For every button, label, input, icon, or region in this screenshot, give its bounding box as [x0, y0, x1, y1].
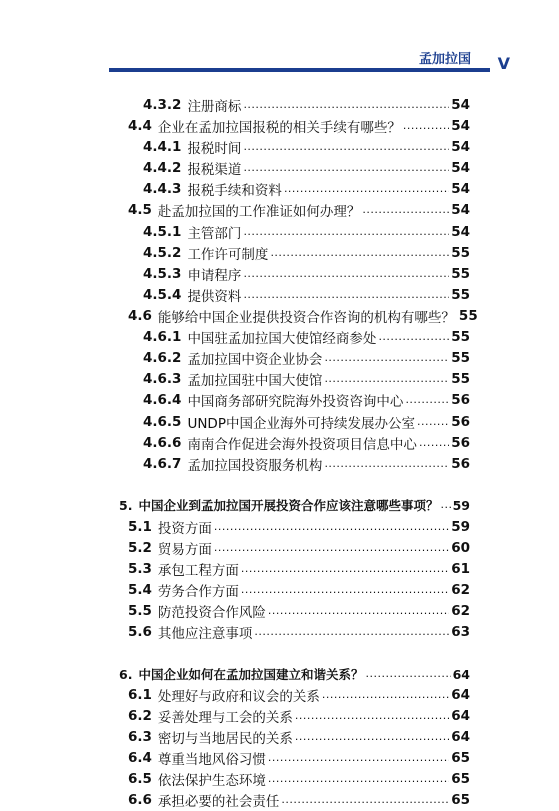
toc-entry-page: 55	[451, 245, 470, 261]
toc-leader-dots	[268, 747, 449, 769]
toc-leader-dots	[254, 621, 449, 643]
toc-entry-title: 投资方面	[157, 521, 212, 537]
toc-entry[interactable]	[143, 178, 470, 200]
toc-entry-number: 4.5.2	[143, 245, 182, 261]
toc-entry-page: 59	[451, 519, 470, 535]
toc-entry-page: 56	[451, 456, 470, 472]
toc-leader-dots	[284, 178, 449, 200]
toc-entry-page: 54	[451, 181, 470, 197]
toc-entry-page: 64	[451, 729, 470, 745]
toc-entry-number: 6.5	[128, 771, 152, 787]
toc-entry-page: 54	[451, 118, 470, 134]
toc-entry[interactable]	[119, 494, 470, 516]
toc-entry-title: 主管部门	[187, 226, 242, 242]
toc-entry[interactable]	[143, 347, 470, 369]
toc-entry-page: 62	[451, 582, 470, 598]
toc-entry[interactable]	[128, 789, 470, 811]
toc-entry-title: 提供资料	[187, 289, 242, 305]
toc-entry-title: 中国商务部研究院海外投资咨询中心	[187, 394, 404, 410]
toc-entry-page: 65	[451, 750, 470, 766]
toc-entry-page: 65	[451, 792, 470, 808]
toc-entry-page: 63	[451, 624, 470, 640]
toc-leader-dots	[268, 768, 449, 790]
toc-leader-dots	[324, 453, 449, 475]
toc-entry-number: 4.5.1	[143, 224, 182, 240]
toc-leader-dots	[322, 684, 449, 706]
toc-entry[interactable]	[143, 453, 470, 475]
toc-entry-page: 55	[458, 308, 478, 324]
toc-entry-number: 4.4.1	[143, 139, 182, 155]
toc-entry-title: 贸易方面	[157, 542, 212, 558]
toc-entry-number: 4.5	[128, 202, 152, 218]
toc-entry[interactable]	[128, 115, 470, 137]
toc-entry-page: 65	[451, 771, 470, 787]
toc-leader-dots	[417, 411, 449, 433]
toc-entry-number: 4.5.4	[143, 287, 182, 303]
toc-entry[interactable]	[128, 558, 470, 580]
toc-entry-page: 56	[451, 392, 470, 408]
toc-entry-number: 4.6.1	[143, 329, 182, 345]
toc-entry-number: 6.6	[128, 792, 152, 808]
toc-entry-title: 劳务合作方面	[157, 584, 239, 600]
toc-entry-page: 61	[451, 561, 470, 577]
toc-leader-dots	[214, 516, 449, 538]
toc-entry-number: 5.4	[128, 582, 152, 598]
toc-entry-title: 妥善处理与工会的关系	[157, 710, 293, 726]
toc-entry-page: 54	[451, 97, 470, 113]
toc-entry-number: 4.4	[128, 118, 152, 134]
toc-entry-title: 报税时间	[187, 141, 242, 157]
toc-entry[interactable]	[143, 326, 470, 348]
toc-entry-title: 孟加拉国驻中国大使馆	[187, 373, 323, 389]
toc-entry-title: 赴孟加拉国的工作准证如何办理？	[157, 204, 361, 220]
toc-entry[interactable]	[128, 579, 470, 601]
toc-leader-dots	[243, 221, 449, 243]
toc-entry-title: 防范投资合作风险	[157, 605, 266, 621]
toc-entry-title: 密切与当地居民的关系	[157, 731, 293, 747]
toc-leader-dots	[243, 263, 449, 285]
toc-entry-number: 6.4	[128, 750, 152, 766]
toc-entry-number: 4.6.5	[143, 414, 182, 430]
toc-leader-dots	[241, 579, 449, 601]
toc-entry-number: 4.4.2	[143, 160, 182, 176]
toc-entry[interactable]	[143, 389, 470, 411]
toc-entry[interactable]	[128, 600, 470, 622]
toc-entry[interactable]	[128, 305, 478, 327]
toc-entry-title: UNDP中国企业海外可持续发展办公室	[187, 416, 415, 432]
toc-leader-dots	[403, 115, 449, 137]
toc-entry-title: 中国企业如何在孟加拉国建立和谐关系？	[138, 667, 364, 682]
toc-entry-number: 4.6.6	[143, 435, 182, 451]
toc-entry-title: 尊重当地风俗习惯	[157, 752, 266, 768]
toc-leader-dots	[243, 136, 449, 158]
toc-leader-dots	[324, 368, 449, 390]
header-title: 孟加拉国	[418, 52, 471, 67]
toc-entry-number: 5.1	[128, 519, 152, 535]
toc-entry[interactable]	[128, 747, 470, 769]
toc-entry[interactable]	[128, 705, 470, 727]
toc-leader-dots	[405, 389, 449, 411]
toc-leader-dots	[362, 199, 449, 221]
toc-leader-dots	[270, 242, 449, 264]
toc-entry[interactable]	[128, 621, 470, 643]
toc-entry-title: 报税手续和资料	[187, 183, 282, 199]
toc-entry[interactable]	[143, 368, 470, 390]
toc-entry-number: 4.6	[128, 308, 152, 324]
toc-entry-title: 注册商标	[187, 99, 242, 115]
toc-entry-page: 56	[451, 414, 470, 430]
toc-leader-dots	[365, 663, 450, 685]
toc-leader-dots	[243, 157, 449, 179]
toc-leader-dots	[243, 284, 449, 306]
toc-entry-page: 64	[451, 708, 470, 724]
toc-leader-dots	[241, 558, 449, 580]
toc-entry-number: 4.4.3	[143, 181, 182, 197]
toc-entry-number: 4.6.3	[143, 371, 182, 387]
toc-entry-page: 54	[451, 224, 470, 240]
toc-entry[interactable]	[143, 284, 470, 306]
toc-entry-number: 4.5.3	[143, 266, 182, 282]
toc-entry-title: 孟加拉国投资服务机构	[187, 458, 323, 474]
toc-entry-page: 60	[451, 540, 470, 556]
toc-entry-title: 承担必要的社会责任	[157, 794, 280, 810]
toc-leader-dots	[419, 432, 449, 454]
toc-entry-page: 64	[452, 666, 470, 682]
toc-entry-page: 62	[451, 603, 470, 619]
toc-entry-number: 5.5	[128, 603, 152, 619]
toc-entry-title: 处理好与政府和议会的关系	[157, 689, 320, 705]
toc-entry-number: 4.6.4	[143, 392, 182, 408]
toc-entry-page: 55	[451, 350, 470, 366]
toc-leader-dots	[214, 537, 449, 559]
toc-entry-page: 54	[451, 160, 470, 176]
toc-entry[interactable]	[128, 768, 470, 790]
toc-leader-dots	[378, 326, 449, 348]
toc-entry[interactable]	[143, 94, 470, 116]
toc-entry-number: 5.2	[128, 540, 152, 556]
toc-entry-page: 54	[451, 202, 470, 218]
toc-entry-title: 承包工程方面	[157, 563, 239, 579]
toc-entry-number: 6.3	[128, 729, 152, 745]
toc-entry[interactable]	[128, 516, 470, 538]
toc-entry-number: 6.1	[128, 687, 152, 703]
toc-entry[interactable]	[143, 136, 470, 158]
toc-entry-page: 59	[452, 497, 470, 513]
toc-entry-title: 其他应注意事项	[157, 626, 253, 642]
toc-entry[interactable]	[128, 537, 470, 559]
toc-entry-title: 依法保护生态环境	[157, 773, 266, 789]
toc-entry-page: 64	[451, 687, 470, 703]
toc-entry[interactable]	[143, 242, 470, 264]
toc-entry[interactable]	[128, 199, 470, 221]
toc-entry-title: 能够给中国企业提供投资合作咨询的机构有哪些？	[157, 310, 455, 326]
toc-entry-page: 55	[451, 287, 470, 303]
toc-leader-dots	[281, 789, 449, 811]
toc-entry-number: 4.6.2	[143, 350, 182, 366]
page-number: V	[497, 54, 510, 73]
toc-entry-title: 申请程序	[187, 268, 242, 284]
toc-entry-title: 南南合作促进会海外投资项目信息中心	[187, 437, 417, 453]
toc-entry[interactable]	[128, 726, 470, 748]
toc-leader-dots	[295, 726, 449, 748]
toc-entry[interactable]	[143, 411, 470, 433]
toc-entry[interactable]	[143, 221, 470, 243]
toc-entry[interactable]	[143, 432, 470, 454]
toc-entry-number: 4.6.7	[143, 456, 182, 472]
header-rule	[109, 68, 490, 72]
toc-entry-title: 中国企业到孟加拉国开展投资合作应该注意哪些事项？	[138, 498, 439, 513]
toc-leader-dots	[440, 494, 450, 516]
toc-entry-number: 6.	[119, 666, 133, 682]
toc-leader-dots	[268, 600, 449, 622]
toc-leader-dots	[243, 94, 449, 116]
toc-entry[interactable]	[143, 157, 470, 179]
toc-entry-number: 4.3.2	[143, 97, 182, 113]
toc-entry-page: 54	[451, 139, 470, 155]
toc-leader-dots	[324, 347, 449, 369]
toc-entry-page: 55	[451, 329, 470, 345]
toc-leader-dots	[295, 705, 449, 727]
toc-entry-title: 工作许可制度	[187, 247, 269, 263]
toc-entry-title: 孟加拉国中资企业协会	[187, 352, 323, 368]
toc-entry-number: 5.3	[128, 561, 152, 577]
toc-entry-number: 6.2	[128, 708, 152, 724]
toc-entry-title: 企业在孟加拉国报税的相关手续有哪些？	[157, 120, 401, 136]
toc-entry[interactable]	[143, 263, 470, 285]
toc-entry-title: 中国驻孟加拉国大使馆经商参处	[187, 331, 377, 347]
toc-entry-page: 55	[451, 266, 470, 282]
toc-entry-number: 5.	[119, 497, 133, 513]
toc-entry[interactable]	[128, 684, 470, 706]
toc-entry-page: 56	[451, 435, 470, 451]
toc-entry-number: 5.6	[128, 624, 152, 640]
toc-entry[interactable]	[119, 663, 470, 685]
toc-entry-title: 报税渠道	[187, 162, 242, 178]
toc-entry-page: 55	[451, 371, 470, 387]
